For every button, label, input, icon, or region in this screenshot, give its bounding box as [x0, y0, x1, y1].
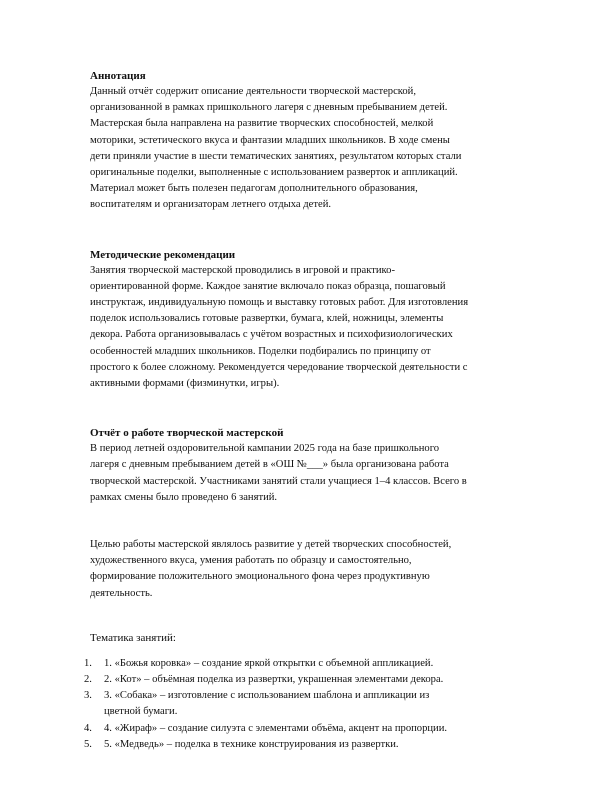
list-marker: 2. — [84, 674, 92, 686]
text-line: ориентированной форме. Каждое занятие включало показ образца, пошаговый — [90, 280, 446, 292]
text-line: художественного вкуса, умения работать по образцу и самостоятельно, — [90, 555, 412, 567]
text-line: деятельность. — [90, 587, 153, 599]
annotation-section — [90, 68, 530, 214]
annotation-heading: Аннотация — [90, 70, 146, 82]
list-item — [84, 737, 530, 753]
text-line: В период летней оздоровительной кампании 2025 года на базе пришкольного — [90, 443, 440, 455]
text-line: Материал может быть полезен педагогам дополнительного образования, — [90, 183, 418, 195]
topics-list — [84, 656, 530, 753]
report-heading: Отчёт о работе творческой мастерской — [90, 427, 284, 440]
methods-text — [90, 263, 530, 393]
text-line: особенностей младших школьников. Поделки подбирались по принципу от — [90, 345, 431, 357]
text-line: простого к более сложному. Рекомендуется чередование творческой деятельности с — [90, 361, 468, 373]
text-line: инструктаж, индивидуальную помощь и выставку готовых работ. Для изготовления — [90, 297, 469, 309]
list-item-text: цветной бумаги. — [104, 706, 178, 718]
list-item-text: 2. «Кот» – объёмная поделка из развертки, украшенная элементами декора. — [104, 674, 444, 686]
list-item — [84, 656, 530, 672]
text-line: лагеря с дневным пребыванием детей в «ОШ №___» была организована работа — [90, 459, 449, 471]
text-line: Мастерская была направлена на развитие творческих способностей, мелкой — [90, 118, 434, 130]
text-line: воспитателям и организаторам летнего отдыха детей. — [90, 199, 332, 211]
report-text — [90, 441, 530, 506]
text-line: моторики, эстетического вкуса и фантазии младших школьников. В ходе смены — [90, 134, 450, 146]
text-line: Целью работы мастерской являлось развитие у детей творческих способностей, — [90, 539, 452, 551]
list-item — [84, 672, 530, 688]
text-line: Данный отчёт содержит описание деятельности творческой мастерской, — [90, 86, 416, 97]
methods-heading: Методические рекомендации — [90, 248, 236, 261]
list-item-text: 3. «Собака» – изготовление с использованием шаблона и аппликации из — [104, 690, 430, 702]
list-item-text: 4. «Жираф» – создание силуэта с элементами объёма, акцент на пропорции. — [104, 722, 448, 734]
list-marker: 3. — [84, 690, 92, 702]
text-line: творческой мастерской. Участниками занятий стали учащиеся 1–4 классов. Всего в — [90, 475, 467, 487]
text-line: дети приняли участие в шести тематических занятиях, результатом которых стали — [90, 150, 462, 162]
list-item-text: 5. «Медведь» – поделка в технике конструирования из развертки. — [104, 738, 399, 750]
text-line: декора. Работа организовывалась с учётом возрастных и психофизиологических — [90, 329, 453, 341]
text-line: Занятия творческой мастерской проводились в игровой и практико- — [90, 264, 395, 276]
annotation-text — [90, 84, 530, 214]
list-marker: 5. — [84, 738, 92, 750]
goal-text — [90, 537, 530, 602]
list-item — [84, 688, 530, 720]
text-line: рамках смены было проведено 6 занятий. — [90, 491, 278, 503]
methods-section — [90, 247, 530, 393]
list-marker: 4. — [84, 722, 92, 734]
text-line: поделок использовались готовые развертки, бумага, клей, ножницы, элементы — [90, 313, 444, 325]
text-line: активными формами (физминутки, игры). — [90, 378, 280, 390]
list-item — [84, 721, 530, 737]
list-item-text: 1. «Божья коровка» – создание яркой открытки с объемной аппликацией. — [104, 657, 434, 669]
document-page — [84, 68, 530, 753]
topics-section — [84, 630, 530, 753]
goal-section — [90, 537, 530, 602]
list-marker: 1. — [84, 657, 92, 669]
topics-heading: Тематика занятий: — [90, 631, 176, 644]
text-line: оригинальные поделки, выполненные с использованием разверток и аппликаций. — [90, 167, 458, 179]
report-section — [90, 425, 530, 506]
text-line: организованной в рамках пришкольного лагеря с дневным пребыванием детей. — [90, 102, 448, 114]
text-line: формирование положительного эмоционального фона через продуктивную — [90, 571, 430, 583]
